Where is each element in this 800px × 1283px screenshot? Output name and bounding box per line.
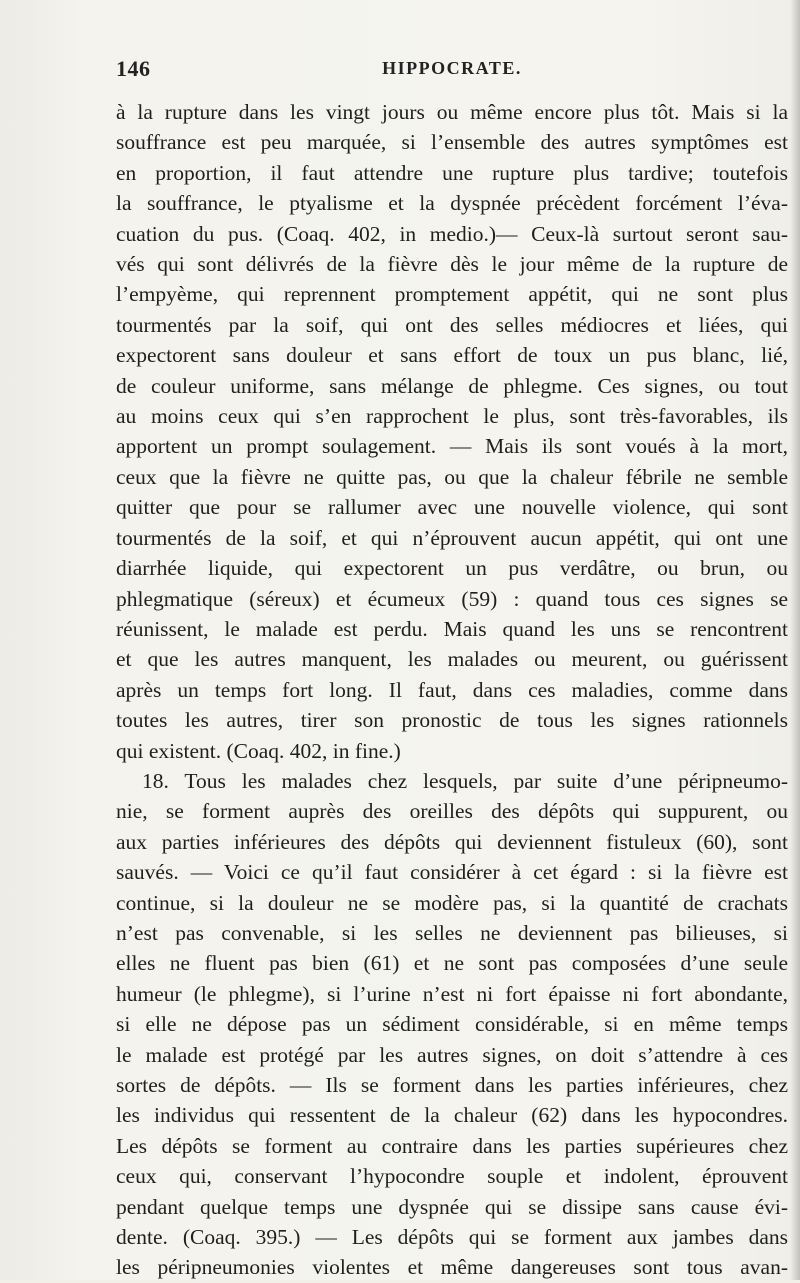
text-line: continue, si la douleur ne se modère pas, si la quantité de crachats — [116, 890, 788, 915]
text-line: après un temps fort long. Il faut, dans ces maladies, comme dans — [116, 677, 788, 702]
text-line: au moins ceux qui s’en rapprochent le plus, sont très-favorables, ils — [116, 404, 788, 429]
text-line: apportent un prompt soulagement. — Mais ils sont voués à la mort, — [116, 434, 788, 459]
text-line: qui existent. (Coaq. 402, in fine.) — [116, 738, 401, 763]
text-line: les péripneumonies violentes et même dangereuses sont tous avan- — [116, 1255, 788, 1280]
text-line: de couleur uniforme, sans mélange de phlegme. Ces signes, ou tout — [116, 373, 788, 398]
text-line: aux parties inférieures des dépôts qui deviennent fistuleux (60), sont — [116, 829, 788, 854]
page-number: 146 — [116, 56, 151, 81]
text-line: réunissent, le malade est perdu. Mais quand les uns se rencontrent — [116, 616, 788, 641]
body-text — [116, 97, 788, 1283]
text-line: la souffrance, le ptyalisme et la dyspnée précèdent forcément l’éva- — [116, 191, 788, 216]
text-line: sauvés. — Voici ce qu’il faut considérer à cet égard : si la fièvre est — [116, 860, 788, 885]
text-line: toutes les autres, tirer son pronostic de tous les signes rationnels — [116, 708, 788, 733]
text-line: à la rupture dans les vingt jours ou même encore plus tôt. Mais si la — [116, 100, 788, 124]
text-line: dente. (Coaq. 395.) — Les dépôts qui se forment aux jambes dans — [116, 1225, 788, 1250]
text-line: si elle ne dépose pas un sédiment considérable, si en même temps — [116, 1012, 788, 1037]
text-line: tourmentés de la soif, et qui n’éprouvent aucun appétit, qui ont une — [116, 525, 788, 550]
text-line: ceux que la fièvre ne quitte pas, ou que la chaleur fébrile ne semble — [116, 464, 788, 489]
text-line: n’est pas convenable, si les selles ne deviennent pas bilieuses, si — [116, 920, 788, 945]
page-header — [116, 56, 788, 86]
text-line: humeur (le phlegme), si l’urine n’est ni fort épaisse ni fort abondante, — [116, 981, 788, 1006]
page-edge-shadow — [790, 0, 800, 1280]
running-head: HIPPOCRATE. — [382, 58, 522, 78]
text-line: quitter que pour se rallumer avec une nouvelle violence, qui sont — [116, 495, 788, 520]
text-line: tourmentés par la soif, qui ont des selles médiocres et liées, qui — [116, 312, 788, 337]
text-line: elles ne fluent pas bien (61) et ne sont pas composées d’une seule — [116, 951, 788, 976]
text-line: Les dépôts se forment au contraire dans les parties supérieures chez — [116, 1133, 788, 1158]
text-line: en proportion, il faut attendre une rupture plus tardive; toutefois — [116, 160, 788, 185]
text-line: et que les autres manquent, les malades ou meurent, ou guérissent — [116, 647, 788, 672]
text-line: phlegmatique (séreux) et écumeux (59) : quand tous ces signes se — [116, 586, 788, 611]
text-line: le malade est protégé par les autres signes, on doit s’attendre à ces — [116, 1042, 788, 1067]
text-line: 18. Tous les malades chez lesquels, par suite d’une péripneumo- — [142, 768, 788, 793]
text-line: ceux qui, conservant l’hypocondre souple et indolent, éprouvent — [116, 1164, 788, 1189]
text-line: nie, se forment auprès des oreilles des dépôts qui suppurent, ou — [116, 799, 788, 824]
text-line: l’empyème, qui reprennent promptement appétit, qui ne sont plus — [116, 282, 788, 307]
text-line: expectorent sans douleur et sans effort de toux un pus blanc, lié, — [116, 343, 788, 368]
text-line: souffrance est peu marquée, si l’ensemble des autres symptômes est — [116, 130, 788, 155]
text-line: pendant quelque temps une dyspnée qui se dissipe sans cause évi- — [116, 1194, 788, 1219]
text-line: sortes de dépôts. — Ils se forment dans les parties inférieures, chez — [116, 1073, 788, 1097]
text-line: cuation du pus. (Coaq. 402, in medio.)— Ceux-là surtout seront sau- — [116, 221, 788, 246]
text-line: diarrhée liquide, qui expectorent un pus verdâtre, ou brun, ou — [116, 556, 788, 581]
text-line: vés qui sont délivrés de la fièvre dès le jour même de la rupture de — [116, 252, 788, 277]
text-line: les individus qui ressentent de la chaleur (62) dans les hypocondres. — [116, 1103, 788, 1128]
